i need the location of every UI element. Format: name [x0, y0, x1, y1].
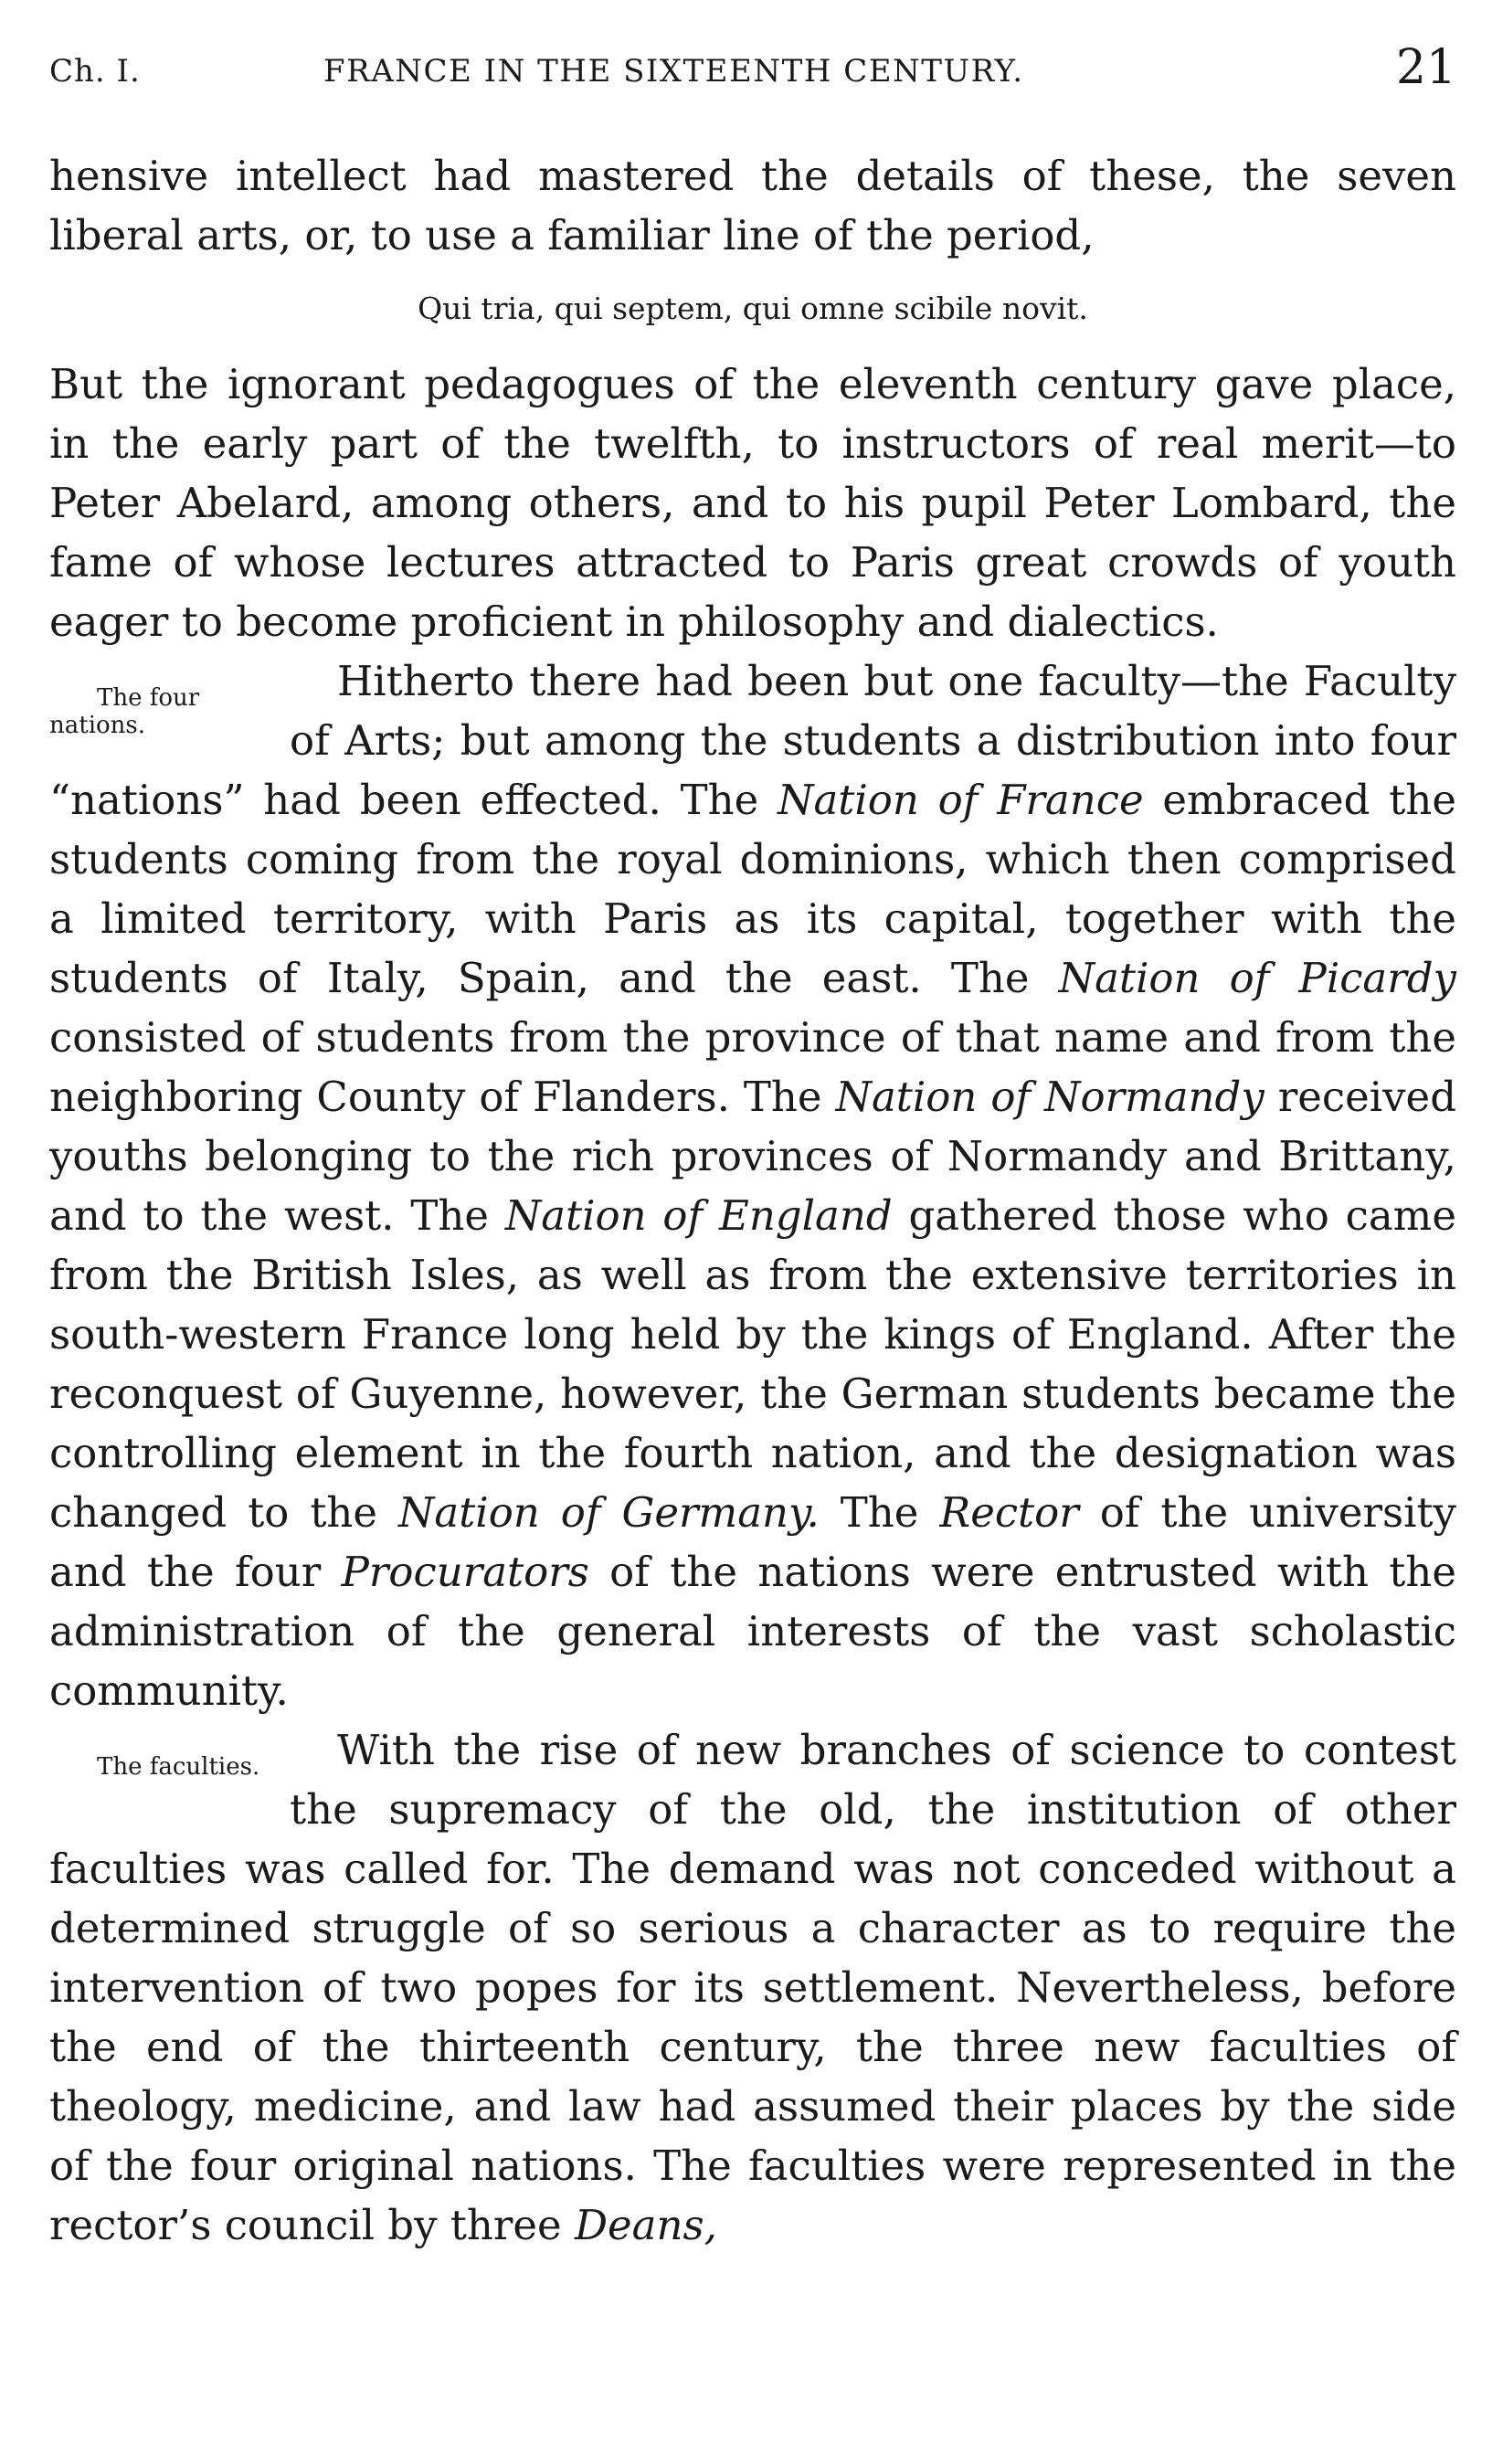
nation-of-england: Nation of England: [504, 1191, 893, 1240]
page-number: 21: [1395, 40, 1456, 95]
paragraph-4: [49, 1720, 1456, 2255]
running-header: [49, 40, 1456, 95]
paragraph-3-text-e: gathered those who came from the British Isles, as well as from the extensive territories in south-western France long held by the kings of England. After the reconquest of Guyenne, however, the German students became the controlling element in the fourth nation, and the designation was changed to the: [49, 1191, 1456, 1537]
paragraph-3-text-g: of the university and the four: [49, 1488, 1456, 1596]
running-title: FRANCE IN THE SIXTEENTH CENTURY.: [323, 53, 1024, 90]
rector-term: Rector: [939, 1488, 1079, 1537]
chapter-label: Ch. I.: [49, 53, 141, 90]
marginal-note-faculties: The faculties.: [97, 1753, 260, 1781]
deans-term: Deans,: [574, 2201, 717, 2249]
paragraph-3: [49, 651, 1456, 1720]
nation-of-normandy: Nation of Normandy: [835, 1073, 1264, 1121]
paragraph-3-text-f: The: [819, 1488, 940, 1537]
paragraph-3-text-a: Hitherto there had been but one faculty—the Faculty of Arts; but among the students a distribution into four “nations” had been effected. The: [49, 657, 1456, 824]
paragraph-1: [49, 146, 1456, 265]
paragraph-4-text-a: With the rise of new branches of science to contest the supremacy of the old, the institution of other faculties was called for. The demand was not conceded without a determined struggle of so serious a character as to require the intervention of two popes for its settlement. Nevertheless, before the end of the thirteenth century, the three new faculties of theology, medicine, and law had assumed their places by the side of the four original nations. The faculties were represented in the rector’s council by three: [49, 1726, 1456, 2249]
body-text: [49, 146, 1456, 2255]
paragraph-3-text-b: embraced the students coming from the royal dominions, which then comprised a limited territory, with Paris as its capital, together with the students of Italy, Spain, and the east. The: [49, 776, 1456, 1002]
marginal-note-four-nations: The four nations.: [49, 684, 200, 739]
nation-of-germany: Nation of Germany.: [398, 1488, 820, 1537]
paragraph-2-text: But the ignorant pedagogues of the eleventh century gave place, in the early part of the twelfth, to instructors of real merit—to Peter Abelard, among others, and to his pupil Peter Lombard, the fame of whose lectures attracted to Paris great crowds of youth eager to become proficient in philosophy and dialectics.: [49, 360, 1456, 646]
paragraph-1-text: hensive intellect had mastered the details of these, the seven liberal arts, or, to use a familiar line of the period,: [49, 152, 1456, 259]
latin-quotation: Qui tria, qui septem, qui omne scibile novit.: [418, 291, 1088, 326]
nation-of-picardy: Nation of Picardy: [1058, 954, 1456, 1002]
procurators-term: Procurators: [341, 1548, 589, 1596]
nation-of-france: Nation of France: [778, 776, 1144, 824]
paragraph-3-text-d: received youths belonging to the rich provinces of Normandy and Brittany, and to the west. The: [49, 1073, 1456, 1240]
paragraph-3-text-h: of the nations were entrusted with the administration of the general interests of the vast scholastic community.: [49, 1548, 1457, 1715]
paragraph-3-text-c: consisted of students from the province of that name and from the neighboring County of Flanders. The: [49, 1013, 1456, 1121]
paragraph-2: [49, 354, 1456, 651]
